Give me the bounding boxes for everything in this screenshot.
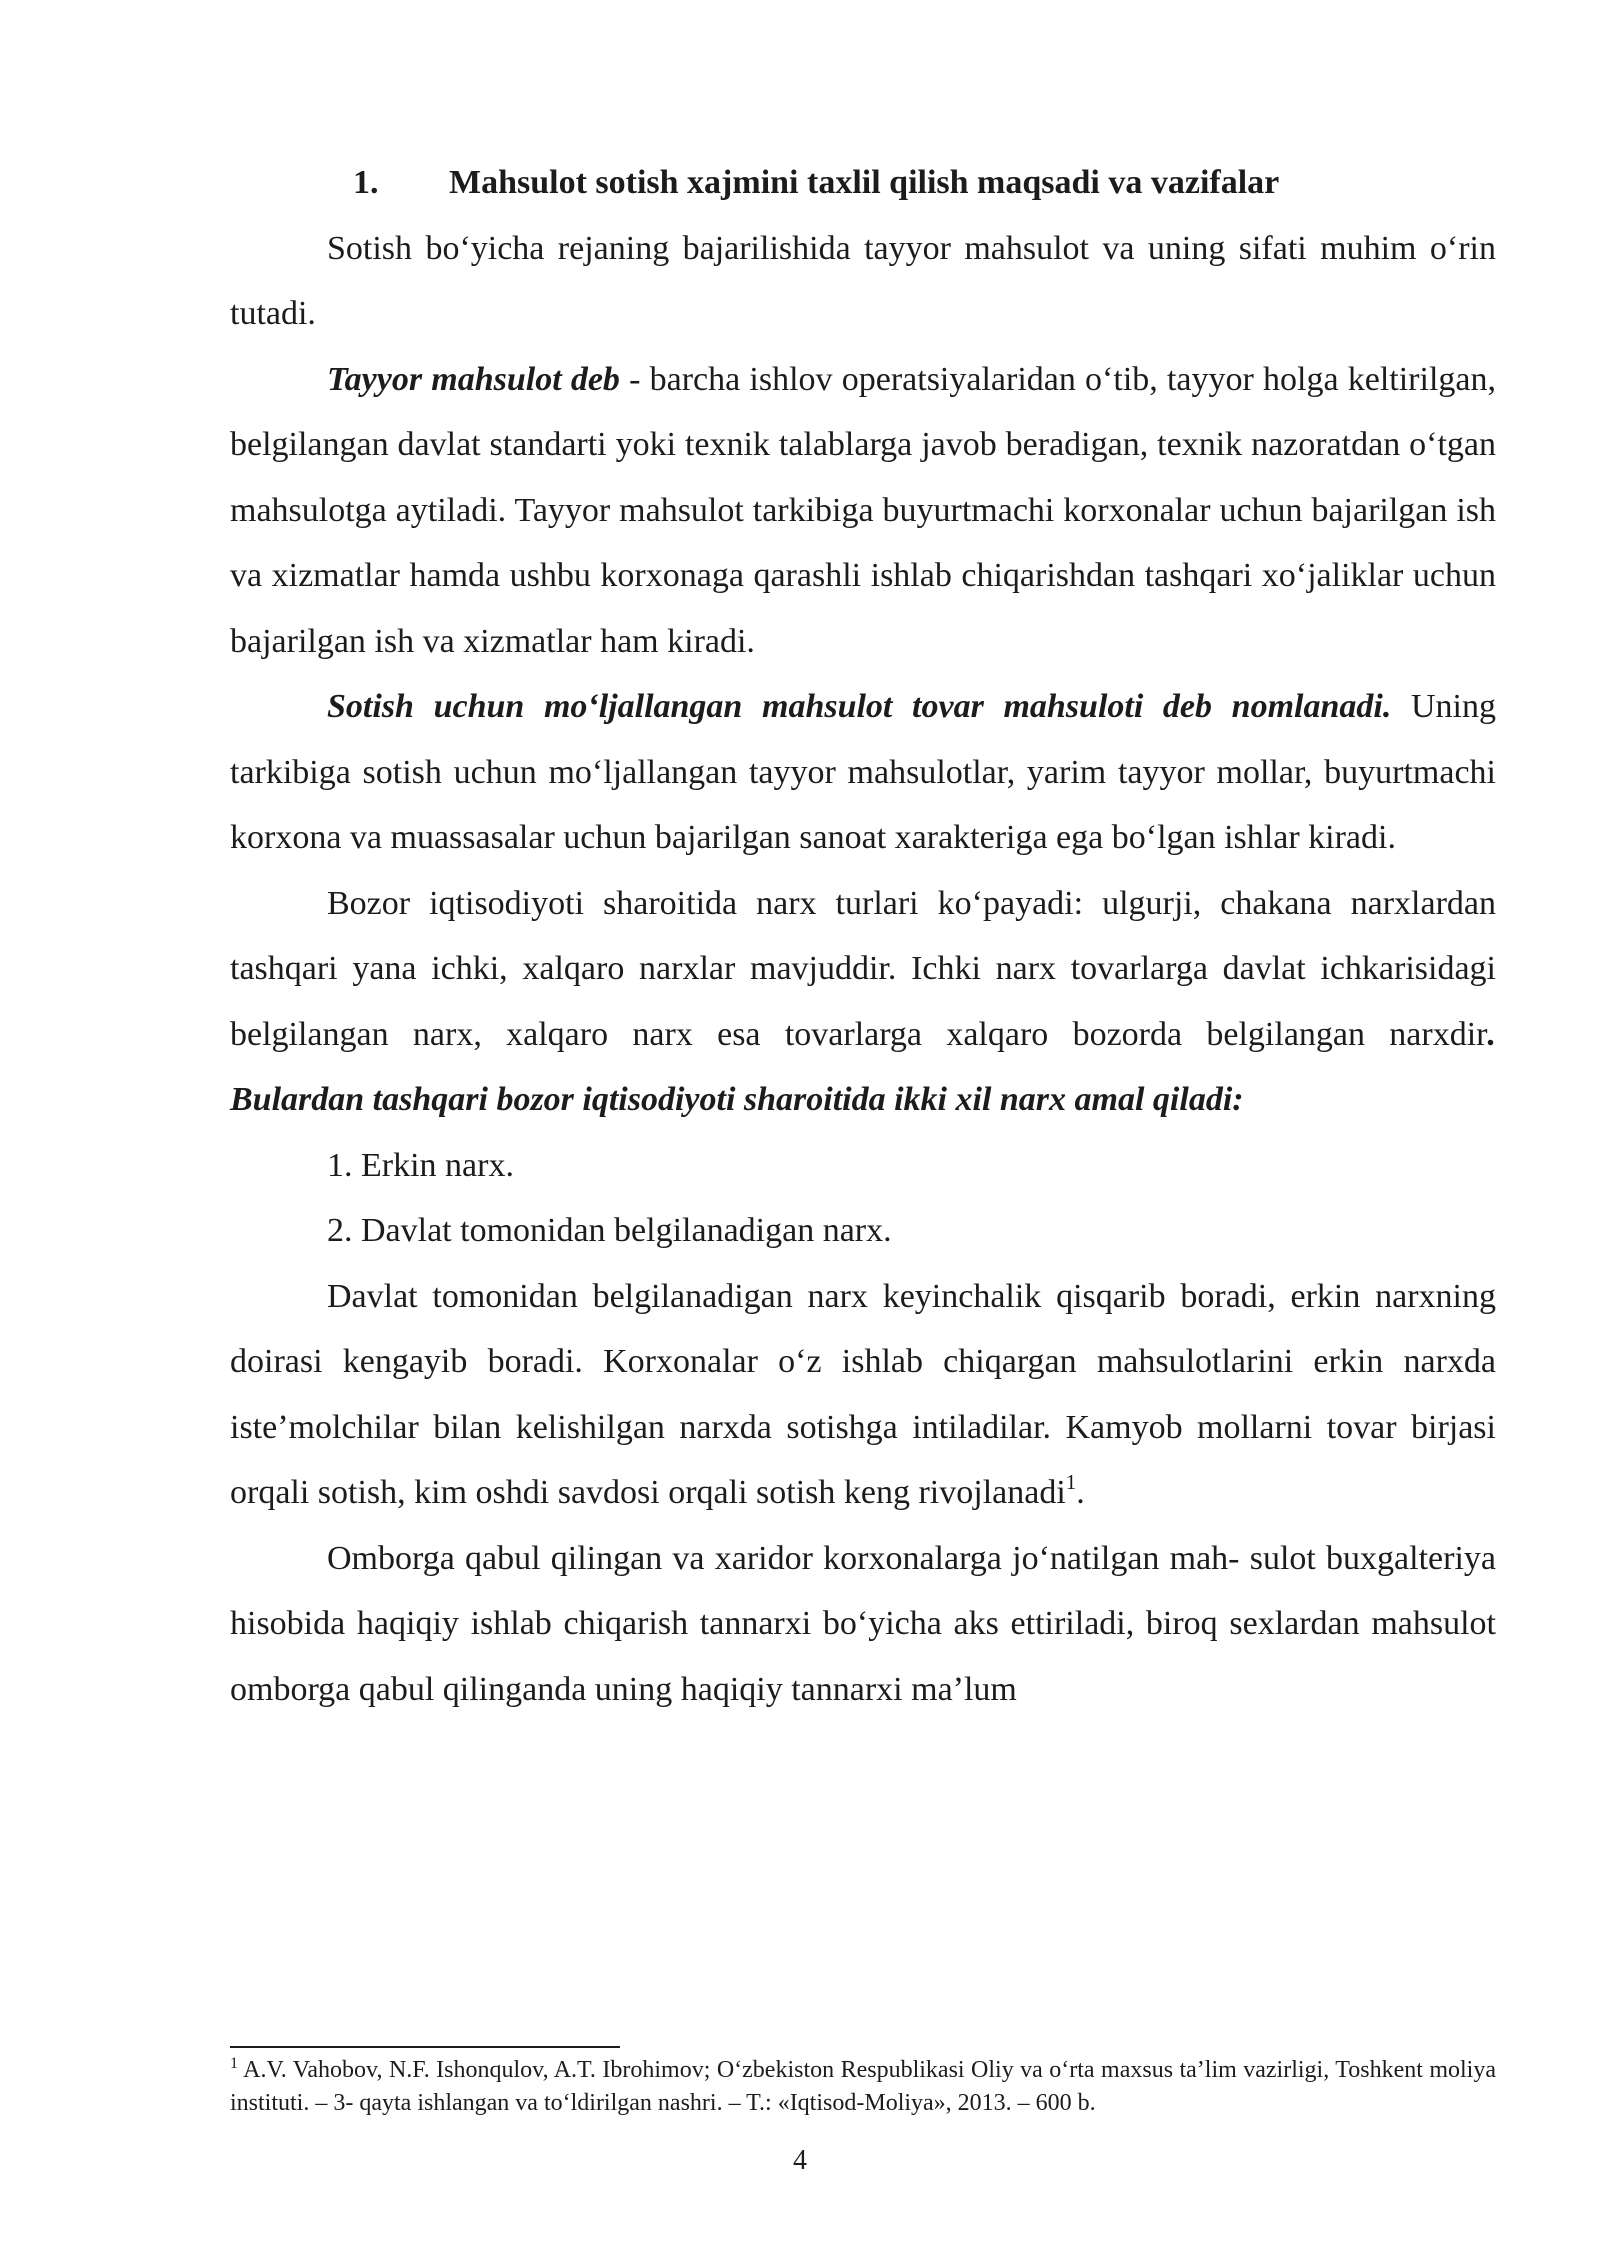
paragraph-4 xyxy=(230,871,1496,1133)
paragraph-6: Omborga qabul qilingan va xaridor korxonalarga joʻnatilgan mah- sulot buxgalteriya hisobida haqiqiy ishlab chiqarish tannarxi boʻyicha aks ettiriladi, biroq sexlardan mahsulot omborga qabul qilinganda uning haqiqiy tannarxi maʼlum xyxy=(230,1539,1496,1708)
footnote xyxy=(230,2054,1496,2120)
page-number: 4 xyxy=(793,2145,807,2176)
paragraph-5 xyxy=(230,1264,1496,1526)
paragraph-4-emphasis: . Bulardan tashqari bozor iqtisodiyoti sharoitida ikki xil narx amal qiladi: xyxy=(230,1015,1496,1118)
section-heading xyxy=(230,150,1496,216)
paragraph-1: Sotish boʻyicha rejaning bajarilishida tayyor mahsulot va uning sifati muhim oʻrin tutadi. xyxy=(230,229,1496,332)
paragraph-5-text: Davlat tomonidan belgilanadigan narx keyinchalik qisqarib boradi, erkin narxning doirasi kengayib boradi. Korxonalar oʻz ishlab chiqargan mahsulotlarini erkin narxda isteʼmolchilar bilan kelishilgan narxda sotishga intiladilar. Kamyob mollarni tovar birjasi orqali sotish, kim oshdi savdosi orqali sotish keng rivojlanadi xyxy=(230,1277,1496,1511)
footnote-separator xyxy=(230,2046,620,2048)
section-title: Mahsulot sotish xajmini taxlil qilish maqsadi va vazifalar xyxy=(449,164,1280,201)
paragraph-2-text: - barcha ishlov operatsiyalaridan oʻtib, tayyor holga keltirilgan, belgilangan davlat standarti yoki texnik talablarga javob beradigan, texnik nazoratdan oʻtgan mahsulotga aytiladi. Tayyor mahsulot tarkibiga buyurtmachi korxonalar uchun bajarilgan ish va xizmatlar hamda ushbu korxonaga qarashli ishlab chiqarishdan tashqari xoʻjaliklar uchun bajarilgan ish va xizmatlar ham kiradi. xyxy=(230,360,1496,660)
paragraph-4-text: Bozor iqtisodiyoti sharoitida narx turlari koʻpayadi: ulgurji, chakana narxlardan tashqari yana ichki, xalqaro narxlar mavjuddir. Ichki narx tovarlarga davlat ichkarisidagi belgilangan narx, xalqaro narx esa tovarlarga xalqaro bozorda belgilangan narxdir xyxy=(230,884,1496,1053)
paragraph-3-text: Uning tarkibiga sotish uchun moʻljallangan tayyor mahsulotlar, yarim tayyor mollar, buyurtmachi korxona va muassasalar uchun bajarilgan sanoat xarakteriga ega boʻlgan ishlar kiradi. xyxy=(230,688,1496,856)
term-tayyor-mahsulot: Tayyor mahsulot deb xyxy=(327,360,620,398)
body-text xyxy=(230,150,1496,1722)
footnote-reference[interactable]: 1 xyxy=(1065,1470,1077,1494)
list-item: 1. Erkin narx. xyxy=(327,1146,514,1184)
paragraph-2 xyxy=(230,347,1496,675)
footnote-text: A.V. Vahobov, N.F. Ishonqulov, A.T. Ibrohimov; Oʻzbekiston Respublikasi Oliy va oʻrta maxsus taʼlim vazirligi, Toshkent moliya instituti. – 3- qayta ishlangan va toʻldirilgan nashri. – T.: «Iqtisod-Moliya», 2013. – 600 b. xyxy=(230,2057,1496,2116)
section-number: 1. xyxy=(353,164,379,201)
footnote-marker: 1 xyxy=(230,2055,238,2072)
paragraph-3 xyxy=(230,674,1496,871)
term-tovar-mahsuloti: Sotish uchun moʻljallangan mahsulot tovar mahsuloti deb nomlanadi. xyxy=(327,688,1392,725)
paragraph-5-end: . xyxy=(1076,1474,1085,1511)
list-item: 2. Davlat tomonidan belgilanadigan narx. xyxy=(327,1212,892,1249)
